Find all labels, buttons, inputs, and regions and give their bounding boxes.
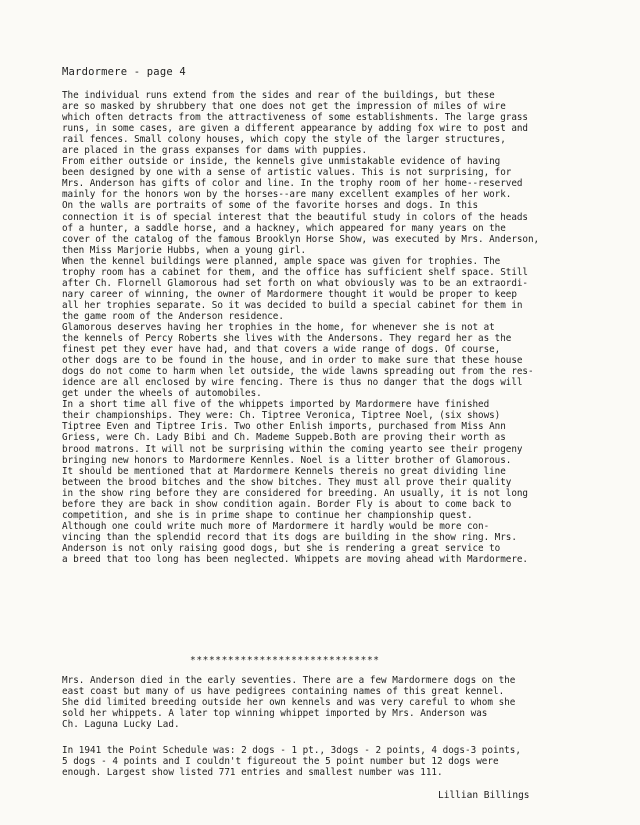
body-line: idence are all enclosed by wire fencing. There is thus no danger that the dogs will <box>62 377 523 389</box>
schedule-line: 5 dogs - 4 points and I couldn't figureout the 5 point number but 12 dogs were <box>62 756 499 768</box>
body-line: rail fences. Small colony houses, which copy the style of the larger structures, <box>62 134 506 146</box>
body-line: been designed by one with a sense of artistic values. This is not surprising, for <box>62 167 512 179</box>
page-header: Mardormere - page 4 <box>62 66 186 78</box>
body-line: competition, and she is in prime shape to continue her championship quest. <box>62 509 473 521</box>
body-line: all her trophies separate. So it was decided to build a special cabinet for them in <box>62 299 523 311</box>
body-line: runs, in some cases, are given a different appearance by adding fox wire to post and <box>62 123 528 135</box>
body-line: are placed in the grass expanses for dams with puppies. <box>62 145 368 157</box>
body-line: nary career of winning, the owner of Mardormere thought it would be proper to keep <box>62 288 517 300</box>
footer-line: Mrs. Anderson died in the early seventies. There are a few Mardormere dogs on the <box>62 675 516 686</box>
body-line: the kennels of Percy Roberts she lives with the Andersons. They regard her as the <box>62 333 512 345</box>
body-line: then Miss Marjorie Hubbs, when a young girl. <box>62 244 307 256</box>
body-line: the game room of the Anderson residence. <box>62 310 284 322</box>
body-line: which often detracts from the attractiveness of some establishments. The large grass <box>62 112 528 124</box>
body-line: trophy room has a cabinet for them, and the office has sufficient shelf space. Still <box>62 266 528 278</box>
body-line: brood matrons. It will not be surprising within the coming yearto see their progeny <box>62 443 523 455</box>
body-line: after Ch. Flornell Glamorous had set forth on what obviously was to be an extraordi- <box>62 277 528 289</box>
body-line: vincing than the splendid record that its dogs are building in the show ring. Mrs. <box>62 531 517 543</box>
body-line: their championships. They were: Ch. Tiptree Veronica, Tiptree Noel, (six shows) <box>62 410 501 422</box>
body-line: get under the wheels of automobiles. <box>62 388 262 400</box>
body-line: other dogs are to be found in the house, and in order to make sure that these house <box>62 355 523 367</box>
body-line: between the brood bitches and the show bitches. They must all prove their quality <box>62 476 512 488</box>
footer-note <box>62 675 584 730</box>
body-line: cover of the catalog of the famous Brooklyn Horse Show, was executed by Mrs. Anderson, <box>62 233 540 245</box>
body-line: Although one could write much more of Mardormere it hardly would be more con- <box>62 520 490 532</box>
body-line: Anderson is not only raising good dogs, but she is rendering a great service to <box>62 542 501 554</box>
schedule-line: In 1941 the Point Schedule was: 2 dogs - 1 pt., 3dogs - 2 points, 4 dogs-3 points, <box>62 745 521 756</box>
body-line: On the walls are portraits of some of the favorite horses and dogs. In this <box>62 200 479 212</box>
body-line: Griess, were Ch. Lady Bibi and Ch. Mademe Suppeb.Both are proving their worth as <box>62 432 506 444</box>
footer-line: east coast but many of us have pedigrees containing names of this great kennel. <box>62 686 505 698</box>
body-line: It should be mentioned that at Mardormere Kennels thereis no great dividing line <box>62 465 506 477</box>
body-line: mainly for the honors won by the horses--are many excellent examples of her work. <box>62 189 512 201</box>
body-line: connection it is of special interest that the beautiful study in colors of the heads <box>62 211 528 223</box>
body-line: in the show ring before they are considered for breeding. An usually, it is not long <box>62 487 528 499</box>
body-line: From either outside or inside, the kennels give unmistakable evidence of having <box>62 156 501 168</box>
signature: Lillian Billings <box>438 790 530 801</box>
footer-line: Ch. Laguna Lucky Lad. <box>62 719 180 731</box>
footer-line: sold her whippets. A later top winning whippet imported by Mrs. Anderson was <box>62 708 488 720</box>
footer-line: She did limited breeding outside her own kennels and was very careful to whom she <box>62 697 516 709</box>
body-line: The individual runs extend from the sides and rear of the buildings, but these <box>62 90 495 101</box>
body-line: Glamorous deserves having her trophies in the home, for whenever she is not at <box>62 321 495 333</box>
body-line: When the kennel buildings were planned, ample space was given for trophies. The <box>62 255 501 267</box>
body-line: dogs do not come to harm when let outside, the wide lawns spreading out from the res- <box>62 366 534 378</box>
body-line: Mrs. Anderson has gifts of color and line. In the trophy room of her home--reserved <box>62 178 523 190</box>
point-schedule-note <box>62 745 584 778</box>
body-line: In a short time all five of the whippets imported by Mardormere have finished <box>62 399 490 411</box>
body-line: are so masked by shrubbery that one does not get the impression of miles of wire <box>62 101 506 113</box>
body-line: finest pet they ever have had, and that covers a wide range of dogs. Of course, <box>62 344 501 356</box>
body-line: before they are back in show condition again. Border Fly is about to come back to <box>62 498 512 510</box>
body-line: of a hunter, a saddle horse, and a hackney, which appeared for many years on the <box>62 222 506 234</box>
separator-line: ****************************** <box>190 655 380 666</box>
article-body <box>62 90 584 565</box>
body-line: bringing new honors to Mardormere Kennles. Noel is a litter brother of Glamorous. <box>62 454 512 466</box>
schedule-line: enough. Largest show listed 771 entries and smallest number was 111. <box>62 767 443 779</box>
body-line: Tiptree Even and Tiptree Iris. Two other Enlish imports, purchased from Miss Ann <box>62 421 506 433</box>
body-line: a breed that too long has been neglected. Whippets are moving ahead with Mardormere. <box>62 553 528 565</box>
